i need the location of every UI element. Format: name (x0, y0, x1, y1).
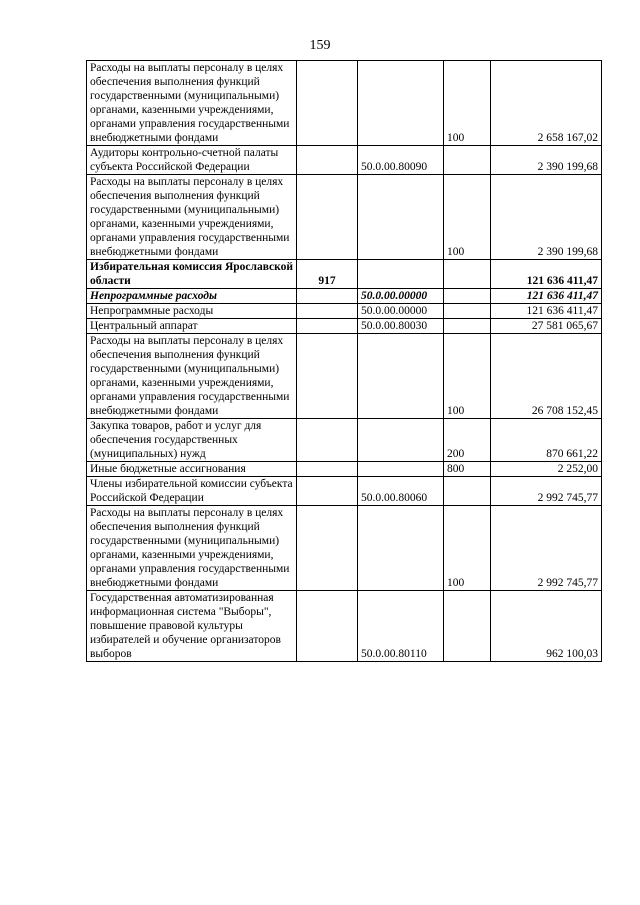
row-ved-cell (297, 289, 358, 304)
row-ved-cell (297, 419, 358, 462)
table-row (87, 462, 602, 477)
row-name-cell: Центральный аппарат (87, 319, 297, 334)
table-row (87, 146, 602, 175)
row-vr-cell: 100 (444, 506, 491, 591)
row-vr-cell (444, 146, 491, 175)
table-row (87, 419, 602, 462)
row-code-cell (358, 506, 444, 591)
row-name-cell: Непрограммные расходы (87, 289, 297, 304)
row-vr-cell: 100 (444, 175, 491, 260)
table-row (87, 175, 602, 260)
row-code-cell: 50.0.00.00000 (358, 289, 444, 304)
row-ved-cell (297, 591, 358, 662)
row-ved-cell (297, 175, 358, 260)
row-ved-cell (297, 146, 358, 175)
row-name-cell: Непрограммные расходы (87, 304, 297, 319)
budget-table-body (87, 61, 602, 662)
table-row (87, 289, 602, 304)
row-name-cell: Закупка товаров, работ и услуг для обеспечения государственных (муниципальных) нужд (87, 419, 297, 462)
row-ved-cell (297, 319, 358, 334)
row-vr-cell: 200 (444, 419, 491, 462)
table-row (87, 319, 602, 334)
row-name-cell: Государственная автоматизированная информационная система "Выборы", повышение правовой культуры избирателей и обучение организаторов выборов (87, 591, 297, 662)
table-row (87, 260, 602, 289)
row-code-cell: 50.0.00.80060 (358, 477, 444, 506)
row-name-cell: Аудиторы контрольно-счетной палаты субъекта Российской Федерации (87, 146, 297, 175)
row-name-cell: Расходы на выплаты персоналу в целях обеспечения выполнения функций государственными (муниципальными) органами, казенными учреждениями, органами управления государственными внебюджетными фондами (87, 61, 297, 146)
row-ved-cell (297, 462, 358, 477)
row-vr-cell (444, 591, 491, 662)
row-vr-cell (444, 289, 491, 304)
table-row (87, 477, 602, 506)
table-row (87, 304, 602, 319)
row-vr-cell (444, 477, 491, 506)
row-sum-cell: 962 100,03 (491, 591, 602, 662)
row-code-cell (358, 419, 444, 462)
row-sum-cell: 2 658 167,02 (491, 61, 602, 146)
row-sum-cell: 870 661,22 (491, 419, 602, 462)
row-name-cell: Члены избирательной комиссии субъекта Российской Федерации (87, 477, 297, 506)
table-row (87, 61, 602, 146)
row-code-cell (358, 61, 444, 146)
row-code-cell (358, 462, 444, 477)
row-sum-cell: 26 708 152,45 (491, 334, 602, 419)
row-code-cell: 50.0.00.00000 (358, 304, 444, 319)
row-code-cell: 50.0.00.80110 (358, 591, 444, 662)
row-code-cell: 50.0.00.80090 (358, 146, 444, 175)
row-name-cell: Иные бюджетные ассигнования (87, 462, 297, 477)
row-code-cell: 50.0.00.80030 (358, 319, 444, 334)
page-number: 159 (309, 38, 331, 53)
row-vr-cell: 100 (444, 334, 491, 419)
row-code-cell (358, 260, 444, 289)
row-sum-cell: 121 636 411,47 (491, 289, 602, 304)
row-vr-cell (444, 319, 491, 334)
row-ved-cell (297, 304, 358, 319)
row-vr-cell (444, 260, 491, 289)
row-sum-cell: 2 992 745,77 (491, 477, 602, 506)
row-ved-cell (297, 506, 358, 591)
row-sum-cell: 121 636 411,47 (491, 304, 602, 319)
row-name-cell: Расходы на выплаты персоналу в целях обеспечения выполнения функций государственными (муниципальными) органами, казенными учреждениями, органами управления государственными внебюджетными фондами (87, 506, 297, 591)
row-ved-cell (297, 477, 358, 506)
row-ved-cell (297, 334, 358, 419)
row-name-cell: Расходы на выплаты персоналу в целях обеспечения выполнения функций государственными (муниципальными) органами, казенными учреждениями, органами управления государственными внебюджетными фондами (87, 334, 297, 419)
table-row (87, 334, 602, 419)
row-code-cell (358, 334, 444, 419)
row-sum-cell: 121 636 411,47 (491, 260, 602, 289)
row-sum-cell: 2 390 199,68 (491, 146, 602, 175)
row-vr-cell: 100 (444, 61, 491, 146)
row-vr-cell: 800 (444, 462, 491, 477)
row-sum-cell: 2 390 199,68 (491, 175, 602, 260)
row-name-cell: Избирательная комиссия Ярославской области (87, 260, 297, 289)
row-sum-cell: 2 992 745,77 (491, 506, 602, 591)
table-row (87, 591, 602, 662)
row-sum-cell: 2 252,00 (491, 462, 602, 477)
budget-table (86, 60, 602, 662)
table-row (87, 506, 602, 591)
row-vr-cell (444, 304, 491, 319)
row-code-cell (358, 175, 444, 260)
row-ved-cell: 917 (297, 260, 358, 289)
row-name-cell: Расходы на выплаты персоналу в целях обеспечения выполнения функций государственными (муниципальными) органами, казенными учреждениями, органами управления государственными внебюджетными фондами (87, 175, 297, 260)
row-sum-cell: 27 581 065,67 (491, 319, 602, 334)
row-ved-cell (297, 61, 358, 146)
